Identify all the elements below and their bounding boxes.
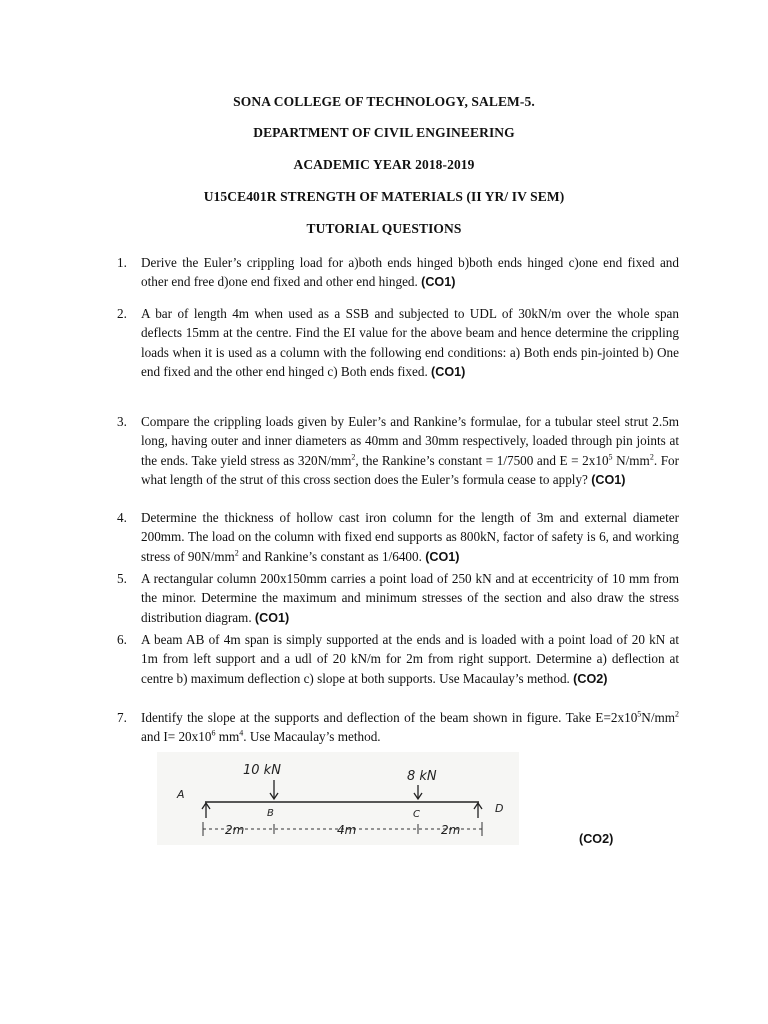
course-outcome-tag: (CO1): [254, 610, 290, 625]
question-text: A beam AB of 4m span is simply supported at the ends and is loaded with a point load of 20 kN at 1m from left support and a udl of 20 kN/m for 2m from right support. Determine a) deflection at centre b) maximum deflection c) slope at both supports. Use Macaulay’s method.: [141, 632, 679, 686]
beam-diagram: [157, 752, 519, 845]
superscript: 2: [351, 452, 356, 462]
load-label: 8 kN: [407, 769, 437, 784]
span-label: 2m: [225, 823, 245, 837]
superscript: 5: [637, 709, 642, 719]
question-body: [141, 412, 679, 491]
question-number: 4.: [117, 510, 127, 525]
question-body: [141, 630, 679, 689]
question-body: [141, 253, 679, 293]
course-outcome-tag: (CO2): [573, 671, 608, 686]
superscript: 2: [649, 452, 654, 462]
question-2: [117, 304, 679, 383]
college-name: SONA COLLEGE OF TECHNOLOGY, SALEM-5.: [233, 94, 535, 109]
superscript: 2: [675, 709, 679, 719]
course-outcome-tag: (CO1): [591, 473, 626, 488]
question-body: [141, 569, 679, 628]
question-text: A rectangular column 200x150mm carries a point load of 250 kN and at eccentricity of 10 mm from the minor. Determine the maximum and minimum stresses of the section and also draw the stress distribution diagram.: [141, 571, 679, 625]
question-number: 5.: [117, 571, 127, 586]
question-text: . For what length of the strut of this cross section does the Euler’s formula cease to apply?: [141, 452, 680, 488]
department-name: DEPARTMENT OF CIVIL ENGINEERING: [253, 125, 515, 140]
beam-diagram-svg: [157, 752, 519, 845]
question-7: [117, 708, 679, 747]
question-text: and I= 20x10: [141, 729, 212, 745]
question-3: [117, 412, 679, 491]
point-label-a: A: [177, 788, 185, 801]
superscript: 6: [211, 729, 216, 739]
course-outcome-tag: (CO1): [425, 549, 460, 564]
question-1: [117, 253, 679, 293]
course-outcome-tag: (CO1): [421, 275, 456, 290]
academic-year: ACADEMIC YEAR 2018-2019: [293, 157, 475, 172]
question-text: . Use Macaulay’s method.: [243, 729, 381, 745]
load-label: 10 kN: [243, 763, 281, 778]
point-label-d: D: [495, 802, 504, 815]
question-4: [117, 508, 679, 567]
question-number: 1.: [117, 255, 127, 270]
question-6: [117, 630, 679, 689]
course-title: U15CE401R STRENGTH OF MATERIALS (II YR/ IV SEM): [203, 189, 565, 204]
document-title: TUTORIAL QUESTIONS: [306, 221, 462, 236]
span-label: 2m: [441, 823, 461, 837]
question-text: Determine the thickness of hollow cast iron column for the length of 3m and external diameter 200mm. The load on the column with fixed end supports as 800kN, factor of safety is 6, and working stress of 90N/mm: [141, 510, 679, 564]
point-label-c: C: [413, 809, 420, 820]
question-number: 3.: [117, 414, 127, 429]
question-number: 2.: [117, 306, 127, 321]
question-text: Identify the slope at the supports and deflection of the beam shown in figure. Take E=2x10: [141, 710, 638, 725]
question-text: Derive the Euler’s crippling load for a)both ends hinged b)both ends hinged c)one end fixed and other end free d)one end fixed and other end hinged.: [141, 255, 679, 290]
course-outcome-tag: (CO2): [579, 832, 614, 846]
question-5: [117, 569, 679, 628]
question-text: mm: [215, 729, 240, 745]
question-text: Compare the crippling loads given by Euler’s and Rankine’s formulae, for a tubular steel strut 2.5m long, having outer and inner diameters as 40mm and 30mm respectively, loaded through pin joints at the ends. Take yield stress as 320N/mm: [141, 414, 679, 468]
course-outcome-tag: (CO1): [431, 365, 466, 380]
question-text: A bar of length 4m when used as a SSB and subjected to UDL of 30kN/m over the whole span deflects 15mm at the centre. Find the EI value for the above beam and hence determine the crippling loads when it is used as a column with the following end conditions: a) Both ends pin-jointed b) One end fixed and the other end hinged c) Both ends fixed.: [141, 306, 679, 380]
question-text: , the Rankine’s constant = 1/7500 and E = 2x10: [355, 452, 609, 468]
question-text: N/mm: [641, 710, 675, 725]
point-label-b: B: [267, 808, 274, 819]
question-number: 6.: [117, 632, 127, 647]
question-number: 7.: [117, 710, 127, 725]
span-label: 4m: [337, 823, 357, 837]
superscript: 5: [608, 452, 613, 462]
superscript: 4: [239, 729, 244, 739]
question-text: N/mm: [612, 452, 650, 468]
question-body: [141, 508, 679, 567]
question-text: and Rankine’s constant as 1/6400.: [238, 548, 422, 564]
superscript: 2: [234, 548, 239, 558]
question-body: [141, 708, 679, 747]
question-body: [141, 304, 679, 383]
